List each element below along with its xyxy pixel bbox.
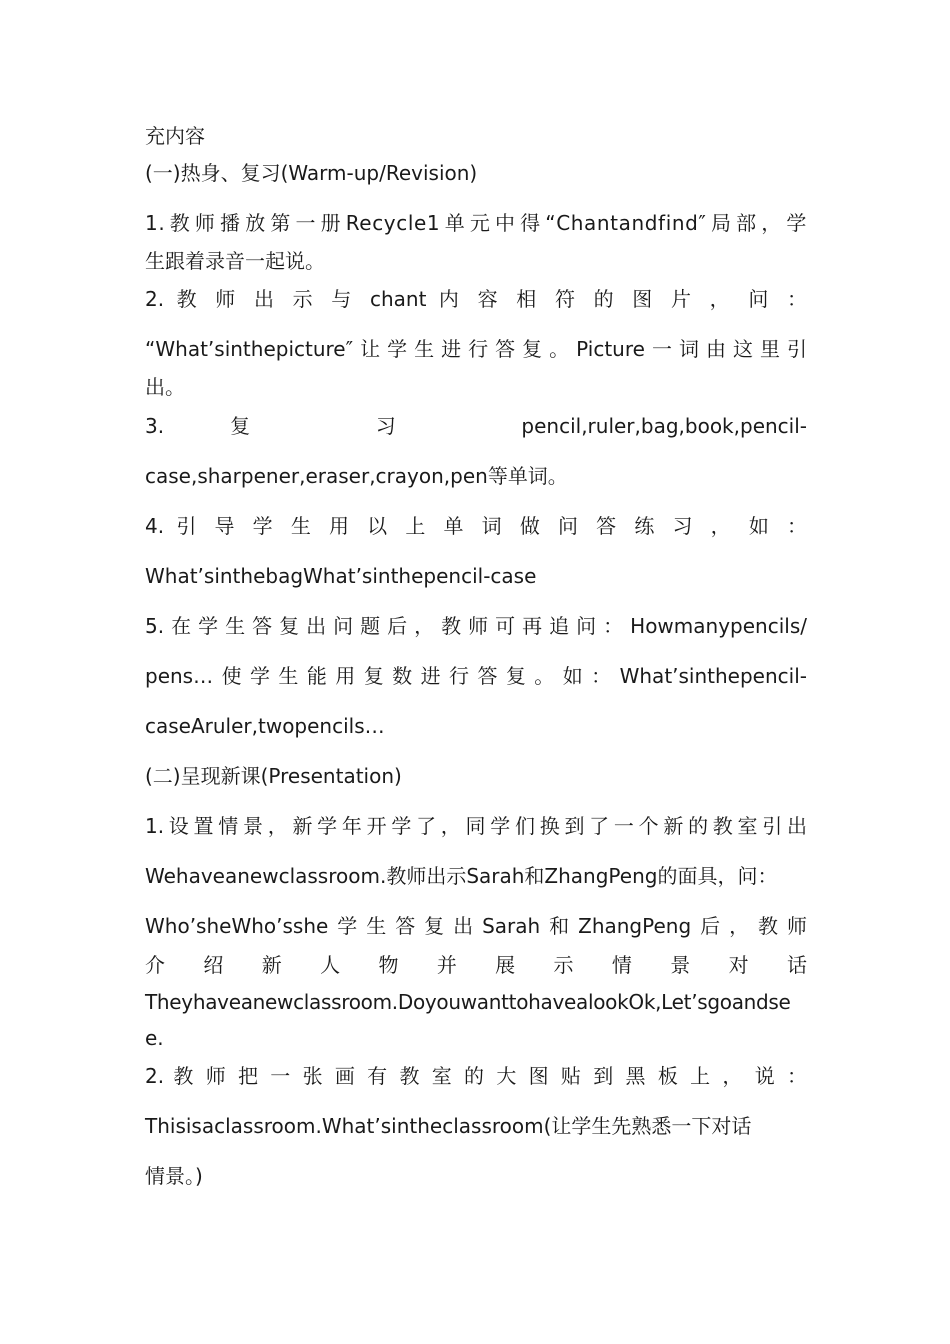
paragraph-new-2-line2: Thisisaclassroom.What’sintheclassroom(让学生先熟悉一下对话 <box>145 1114 752 1138</box>
paragraph-step-5-line2: pens…使学生能用复数进行答复。如：What’sinthepencil- <box>145 664 807 688</box>
paragraph-step-2-line3: 出。 <box>145 375 185 399</box>
paragraph-new-1-line6: e. <box>145 1026 164 1050</box>
paragraph-step-3-line1: 3. 复 习 pencil,ruler,bag,book,pencil- <box>145 414 807 438</box>
paragraph-new-2-line1: 2. 教 师 把 一 张 画 有 教 室 的 大 图 贴 到 黑 板 上 ， 说 ： <box>145 1064 807 1088</box>
paragraph-step-2-line1: 2. 教 师 出 示 与 chant 内 容 相 符 的 图 片 ， 问 ： <box>145 287 807 311</box>
paragraph-new-2-line3: 情景。) <box>145 1164 203 1188</box>
paragraph-step-2-line2: “What’sinthepicture″让学生进行答复。Picture一词由这里引 <box>145 337 807 361</box>
paragraph-step-5-line1: 5.在学生答复出问题后，教师可再追问：Howmanypencils/ <box>145 614 807 638</box>
paragraph-new-1-line2: Wehaveanewclassroom.教师出示Sarah和ZhangPeng的面具，问： <box>145 864 778 888</box>
section-continuation-heading: 充内容 <box>145 124 205 148</box>
section-heading-warmup: (一)热身、复习(Warm-up/Revision) <box>145 161 478 185</box>
paragraph-new-1-line1: 1.设置情景，新学年开学了，同学们换到了一个新的教室引出 <box>145 814 807 838</box>
paragraph-step-5-line3: caseAruler,twopencils… <box>145 714 385 738</box>
paragraph-step-3-line2: case,sharpener,eraser,crayon,pen等单词。 <box>145 464 568 488</box>
paragraph-step-4-line2: What’sinthebagWhat’sinthepencil-case <box>145 564 537 588</box>
paragraph-new-1-line5: Theyhaveanewclassroom.DoyouwanttohavealookOk,Let’sgoandse <box>145 990 791 1014</box>
paragraph-step-4-line1: 4. 引 导 学 生 用 以 上 单 词 做 问 答 练 习 ， 如 ： <box>145 514 807 538</box>
paragraph-step-1-line2: 生跟着录音一起说。 <box>145 249 325 273</box>
paragraph-new-1-line4: 介 绍 新 人 物 并 展 示 情 景 对 话 <box>145 953 807 977</box>
document-body <box>145 118 807 1196</box>
paragraph-step-1-line1: 1.教师播放第一册Recycle1单元中得“Chantandfind″局部，学 <box>145 211 807 235</box>
paragraph-new-1-line3: Who’sheWho’sshe学生答复出Sarah和ZhangPeng后，教师 <box>145 914 807 938</box>
section-heading-presentation: (二)呈现新课(Presentation) <box>145 764 402 788</box>
